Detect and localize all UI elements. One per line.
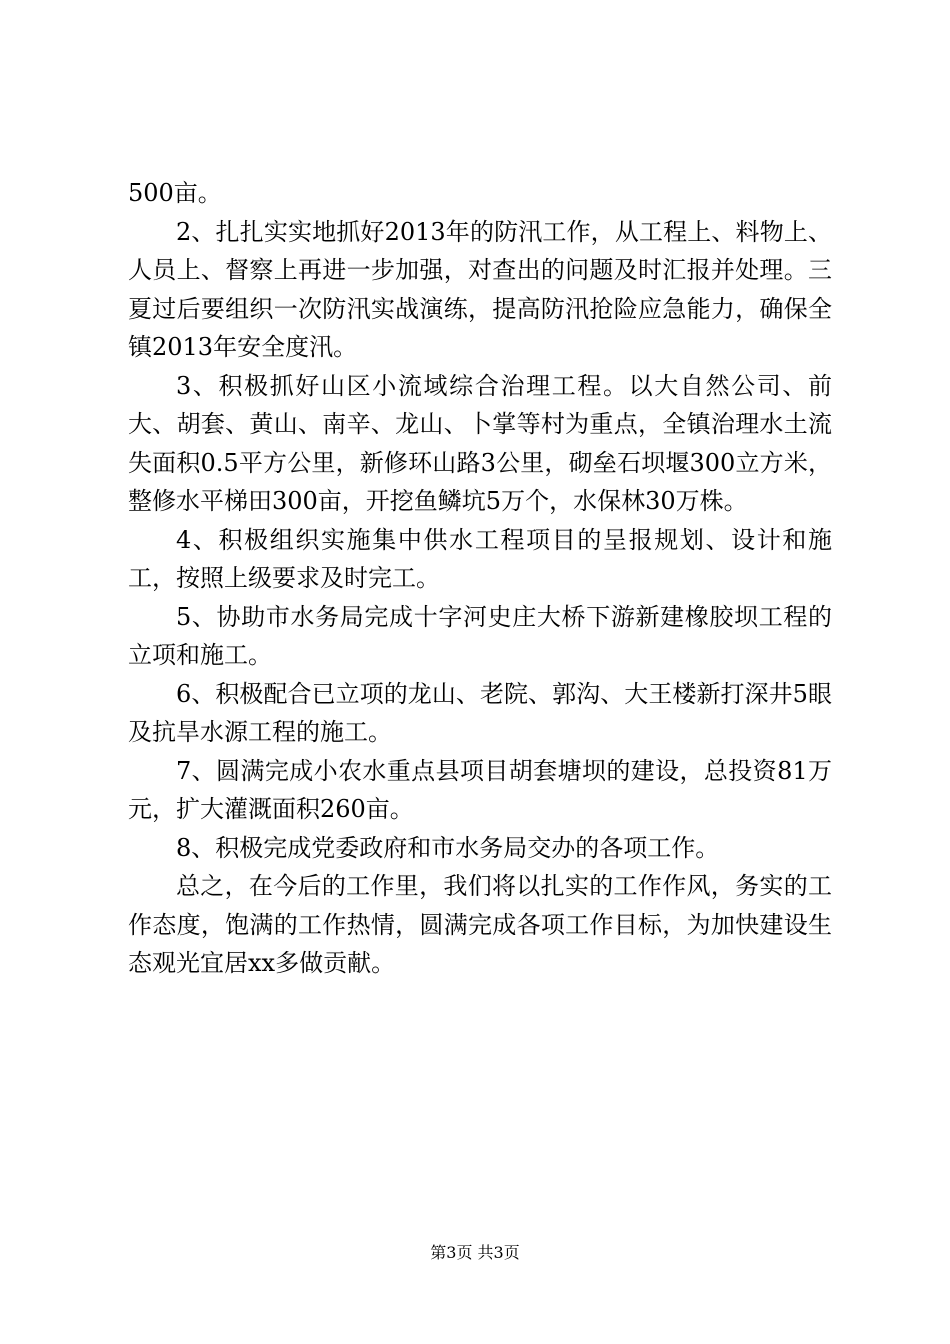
paragraph-item-7: 7、圆满完成小农水重点县项目胡套塘坝的建设，总投资81万元，扩大灌溉面积260亩。 [128,756,832,823]
paragraph-item-2: 2、扎扎实实地抓好2013年的防汛工作，从工程上、料物上、人员上、督察上再进一步加强，对查出的问题及时汇报并处理。三夏过后要组织一次防汛实战演练，提高防汛抢险应急能力，确保全镇2013年安全度汛。 [128,217,832,361]
paragraph-continuation: 500亩。 [128,179,222,207]
paragraph-item-8: 8、积极完成党委政府和市水务局交办的各项工作。 [176,833,720,862]
page-footer: 第3页 共3页 [430,1243,520,1262]
document-body [128,174,832,983]
paragraph-item-4: 4、积极组织实施集中供水工程项目的呈报规划、设计和施工，按照上级要求及时完工。 [128,525,832,592]
paragraph-item-5: 5、协助市水务局完成十字河史庄大桥下游新建橡胶坝工程的立项和施工。 [128,602,832,669]
paragraph-item-3: 3、积极抓好山区小流域综合治理工程。以大自然公司、前大、胡套、黄山、南辛、龙山、卜掌等村为重点，全镇治理水土流失面积0.5平方公里，新修环山路3公里，砌垒石坝堰300立方米，整修水平梯田300亩，开挖鱼鳞坑5万个，水保林30万株。 [128,371,832,515]
paragraph-item-6: 6、积极配合已立项的龙山、老院、郭沟、大王楼新打深井5眼及抗旱水源工程的施工。 [128,679,832,746]
paragraph-summary: 总之，在今后的工作里，我们将以扎实的工作作风，务实的工作态度，饱满的工作热情，圆满完成各项工作目标，为加快建设生态观光宜居xx多做贡献。 [128,872,832,977]
